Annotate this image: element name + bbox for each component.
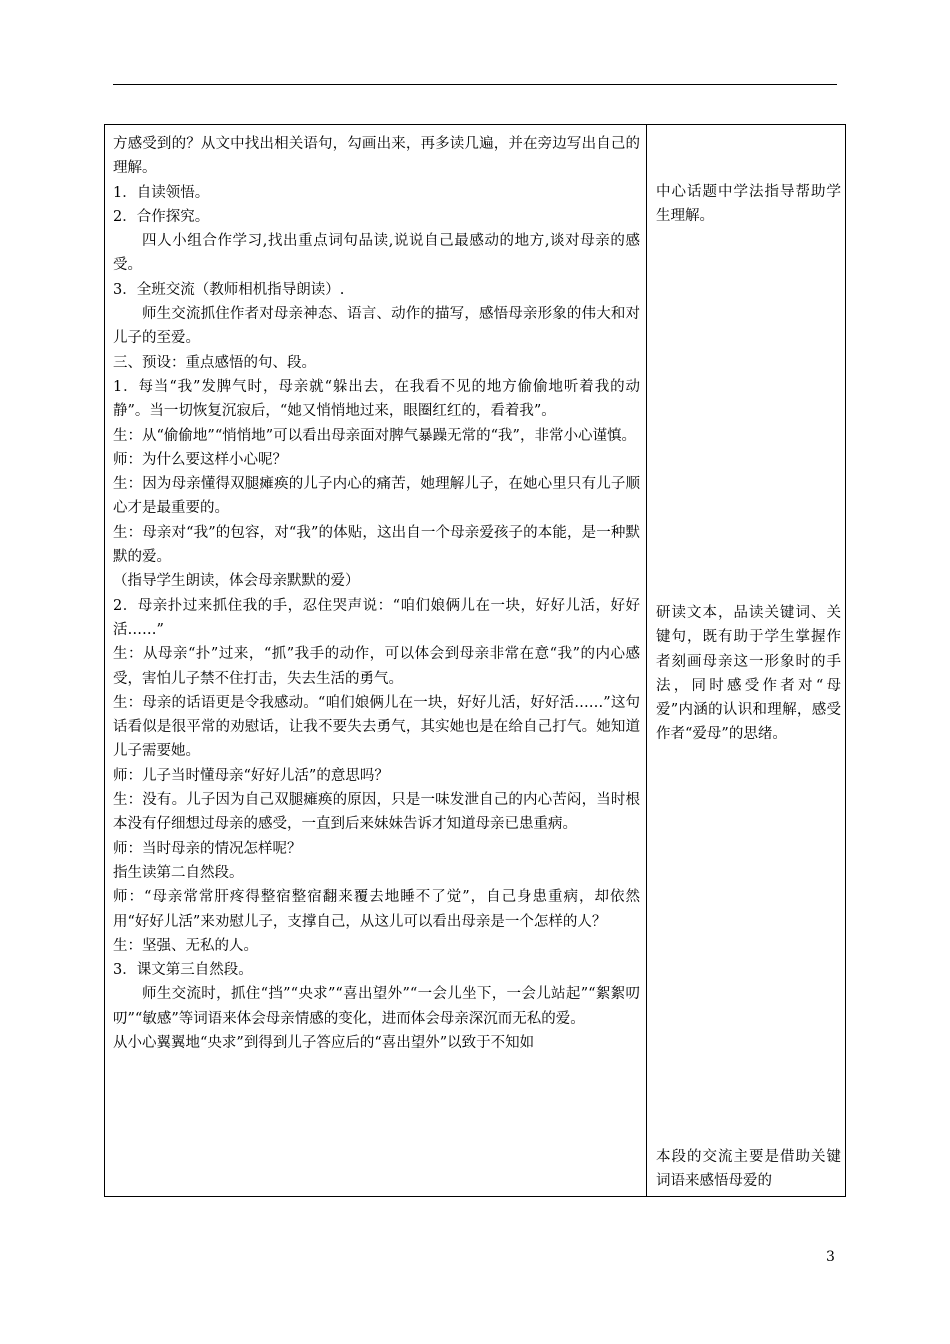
paragraph: 师：“母亲常常肝疼得整宿整宿翻来覆去地睡不了觉”，自己身患重病，却依然用“好好儿活”来劝慰儿子，支撑自己，从这儿可以看出母亲是一个怎样的人？	[113, 889, 640, 930]
paragraph: 生：没有。儿子因为自己双腿瘫痪的原因，只是一味发泄自己的内心苦闷，当时根本没有仔细想过母亲的感受，一直到后来妹妹告诉才知道母亲已患重病。	[113, 792, 640, 833]
teaching-process-column	[113, 132, 640, 1055]
design-intent-column	[656, 125, 841, 1196]
side-note: 中心话题中学法指导帮助学生理解。	[656, 184, 841, 225]
paragraph: 方感受到的？从文中找出相关语句，勾画出来，再多读几遍，并在旁边写出自己的理解。	[113, 136, 640, 177]
paragraph: 3．课文第三自然段。	[113, 962, 253, 979]
paragraph: 生：从“偷偷地”“悄悄地”可以看出母亲面对脾气暴躁无常的“我”，非常小心谨慎。	[113, 427, 636, 444]
column-divider	[646, 125, 647, 1196]
paragraph: 四人小组合作学习,找出重点词句品读,说说自己最感动的地方,谈对母亲的感受。	[113, 233, 640, 274]
paragraph: 生：从母亲“扑”过来，“抓”我手的动作，可以体会到母亲非常在意“我”的内心感受，害怕儿子禁不住打击，失去生活的勇气。	[113, 646, 640, 687]
paragraph: 师生交流抓住作者对母亲神态、语言、动作的描写，感悟母亲形象的伟大和对儿子的至爱。	[113, 306, 640, 347]
paragraph: 1．每当“我”发脾气时，母亲就“躲出去，在我看不见的地方偷偷地听着我的动静”。当一切恢复沉寂后，“她又悄悄地过来，眼圈红红的，看着我”。	[113, 378, 640, 420]
paragraph: 生：母亲的话语更是令我感动。“咱们娘俩儿在一块，好好儿活，好好活……”这句话看似是很平常的劝慰话，让我不要失去勇气，其实她也是在给自己打气。她知道儿子需要她。	[113, 694, 640, 760]
paragraph: 3．全班交流（教师相机指导朗读）.	[113, 281, 345, 298]
paragraph: 三、预设：重点感悟的句、段。	[113, 354, 316, 371]
paragraph: 生：坚强、无私的人。	[113, 937, 258, 954]
paragraph: 生：因为母亲懂得双腿瘫痪的儿子内心的痛苦，她理解儿子，在她心里只有儿子顺心才是最重要的。	[113, 476, 640, 517]
paragraph: 从小心翼翼地“央求”到得到儿子答应后的“喜出望外”以致于不知如	[113, 1034, 535, 1051]
paragraph: 生：母亲对“我”的包容，对“我”的体贴，这出自一个母亲爱孩子的本能，是一种默默的爱。	[113, 524, 640, 566]
side-note: 研读文本，品读关键词、关键句，既有助于学生掌握作者刻画母亲这一形象时的手法，同时感受作者对“母爱”内涵的认识和理解，感受作者“爱母”的思绪。	[656, 605, 841, 743]
header-rule	[113, 84, 837, 85]
paragraph: 师：当时母亲的情况怎样呢？	[113, 840, 302, 857]
paragraph: 师：儿子当时懂母亲“好好儿活”的意思吗？	[113, 767, 389, 784]
paragraph: 2．合作探究。	[113, 208, 210, 225]
paragraph: 师生交流时，抓住“挡”“央求”“喜出望外”“一会儿坐下，一会儿站起”“絮絮叨叨”“敏感”等词语来体会母亲情感的变化，进而体会母亲深沉而无私的爱。	[113, 986, 640, 1027]
side-note: 本段的交流主要是借助关键词语来感悟母爱的	[656, 1149, 841, 1190]
paragraph: 1．自读领悟。	[113, 184, 210, 201]
paragraph: 师：为什么要这样小心呢？	[113, 451, 287, 468]
page-number: 3	[826, 1249, 835, 1265]
paragraph: 指生读第二自然段。	[113, 864, 244, 881]
paragraph: 2．母亲扑过来抓住我的手，忍住哭声说：“咱们娘俩儿在一块，好好儿活，好好活……”	[113, 597, 640, 638]
lesson-table	[104, 124, 846, 1197]
paragraph: （指导学生朗读，体会母亲默默的爱）	[113, 573, 360, 590]
